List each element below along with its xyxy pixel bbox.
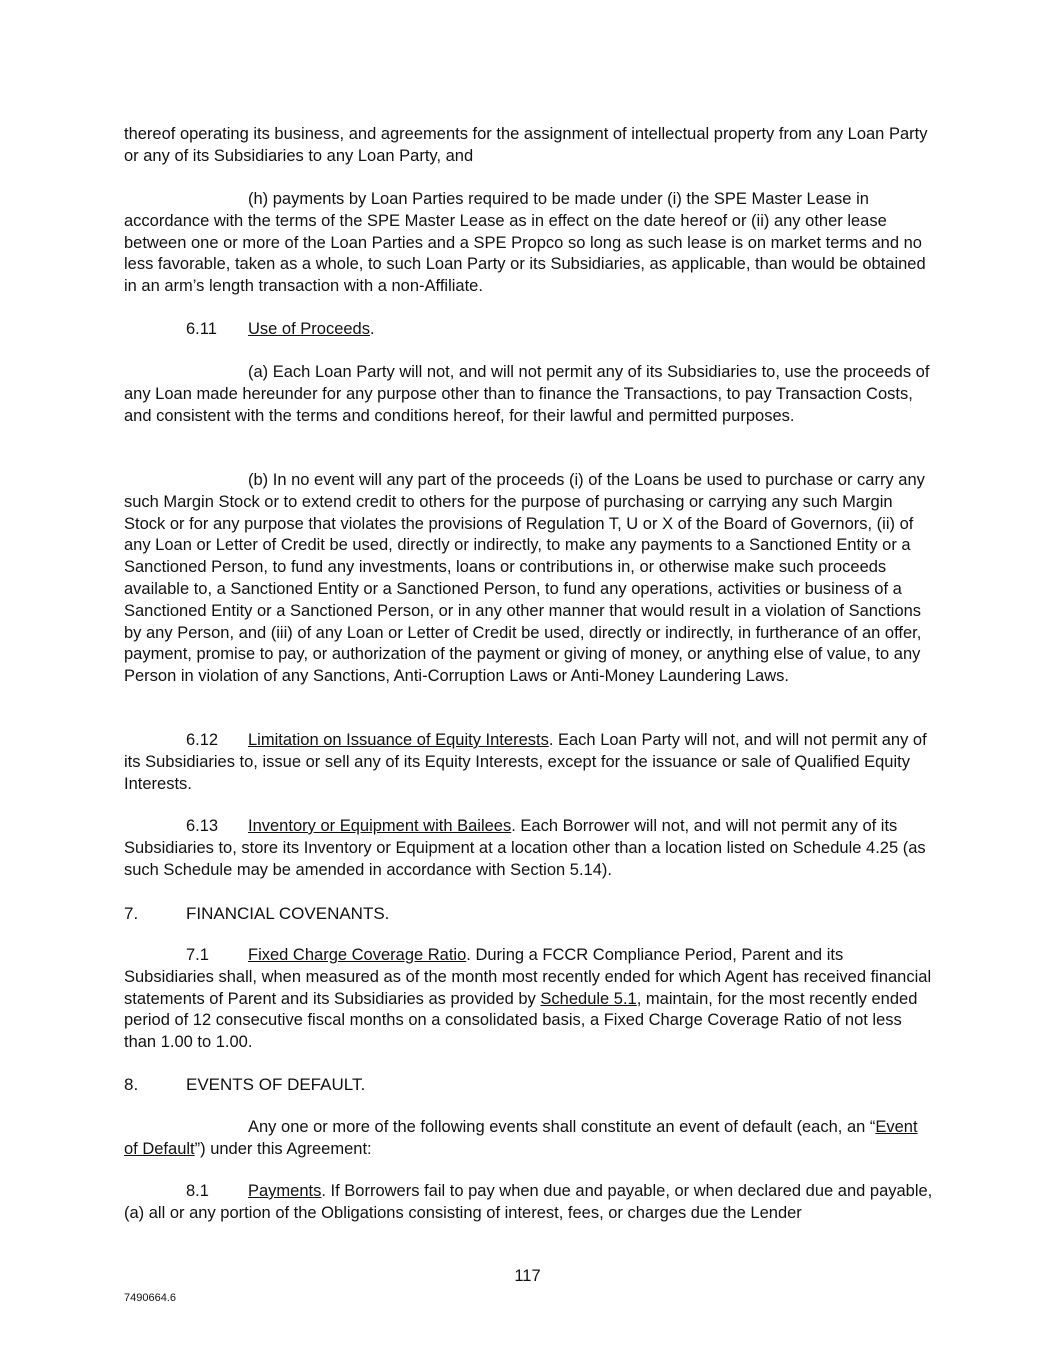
section-body: . During a FCCR Compliance Period, Parent and its Subsidiaries shall, when measured as of the month most recently ended for which Agent has received financial statements of Parent and its Subsidiaries as provided by <box>124 946 932 1008</box>
section-title: Inventory or Equipment with Bailees <box>248 817 512 835</box>
article-title: EVENTS OF DEFAULT. <box>186 1075 366 1094</box>
schedule-reference: Schedule 5.1 <box>540 989 637 1008</box>
paragraph-text: (b) In no event will any part of the proceeds (i) of the Loans be used to purchase or carry any such Margin Stock or to extend credit to others for the purpose of purchasing or carrying any such Margin Stock or for any purpose that violates the provisions of Regulation T, U or X of the Board of Governors, (ii) of any Loan or Letter of Credit be used, directly or indirectly, to make any payments to a Sanctioned Entity or a Sanctioned Person, to fund any investments, loans or contributions in, or otherwise make such proceeds available to, a Sanctioned Entity or a Sanctioned Person, to fund any operations, activities or business of a Sanctioned Entity or a Sanctioned Person, or in any other manner that would result in a violation of Sanctions by any Person, and (iii) of any Loan or Letter of Credit be used, directly or indirectly, in furtherance of an offer, payment, promise to pay, or authorization of the payment or giving of money, or anything else of value, to any Person in violation of any Sanctions, Anti-Corruption Laws or Anti-Money Laundering Laws. <box>124 471 925 686</box>
section-title: Fixed Charge Coverage Ratio <box>248 946 467 964</box>
article-8-heading <box>124 1074 365 1096</box>
page-number: 117 <box>514 1267 541 1285</box>
section-number: 6.12 <box>186 731 219 749</box>
paragraph-8-intro: Any one or more of the following events shall constitute an event of default (each, an “Event of Default”) under this Agreement: <box>124 1118 918 1158</box>
paragraph-6-11-b <box>124 470 934 688</box>
section-title: Use of Proceeds <box>248 320 370 338</box>
section-title: Limitation on Issuance of Equity Interests <box>248 731 549 749</box>
section-7-1 <box>124 945 934 1054</box>
article-number: 7. <box>124 904 139 923</box>
section-6-12 <box>124 730 934 795</box>
section-body-continued: , maintain, for the most recently ended period of 12 consecutive fiscal months on a consolidated basis, a Fixed Charge Coverage Ratio of not less than 1.00 to 1.00. <box>124 989 918 1052</box>
article-7-heading <box>124 903 389 925</box>
section-body: . Each Loan Party will not, and will not permit any of its Subsidiaries to, issue or sell any of its Equity Interests, except for the issuance or sale of Qualified Equity Interests. <box>124 731 927 793</box>
section-number: 7.1 <box>186 946 209 964</box>
section-body: . Each Borrower will not, and will not permit any of its Subsidiaries to, store its Inventory or Equipment at a location other than a location listed on Schedule 4.25 (as such Schedule may be amended in accordance with Section 5.14). <box>124 817 926 879</box>
defined-term: Event of Default <box>124 1118 918 1158</box>
section-number: 6.13 <box>186 817 219 835</box>
paragraph-continued <box>124 124 934 168</box>
section-number: 8.1 <box>186 1182 209 1200</box>
paragraph-text: (h) payments by Loan Parties required to be made under (i) the SPE Master Lease in accordance with the terms of the SPE Master Lease as in effect on the date hereof or (ii) any other lease between one or more of the Loan Parties and a SPE Propco so long as such lease is on market terms and no less favorable, taken as a whole, to such Loan Party or its Subsidiaries, as applicable, than would be obtained in an arm’s length transaction with a non-Affiliate. <box>124 190 926 296</box>
section-number: 6.11 <box>186 320 217 338</box>
section-title: Payments <box>248 1182 322 1200</box>
document-id: 7490664.6 <box>124 1292 176 1304</box>
section-6-13 <box>124 816 934 881</box>
article-title: FINANCIAL COVENANTS. <box>186 904 390 923</box>
paragraph-text: (a) Each Loan Party will not, and will not permit any of its Subsidiaries to, use the proceeds of any Loan made hereunder for any purpose other than to finance the Transactions, to pay Transaction Costs, and consistent with the terms and conditions hereof, for their lawful and permitted purposes. <box>124 363 930 425</box>
article-number: 8. <box>124 1075 139 1094</box>
section-body: . If Borrowers fail to pay when due and payable, or when declared due and payable, (a) all or any portion of the Obligations consisting of interest, fees, or charges due the Lender <box>124 1182 933 1222</box>
paragraph-h <box>124 189 934 298</box>
section-6-11-heading: 6.11 Use of Proceeds. <box>124 319 934 341</box>
paragraph-6-11-a <box>124 362 934 427</box>
section-8-1 <box>124 1181 934 1225</box>
paragraph-text: thereof operating its business, and agreements for the assignment of intellectual property from any Loan Party or any of its Subsidiaries to any Loan Party, and <box>124 125 928 165</box>
